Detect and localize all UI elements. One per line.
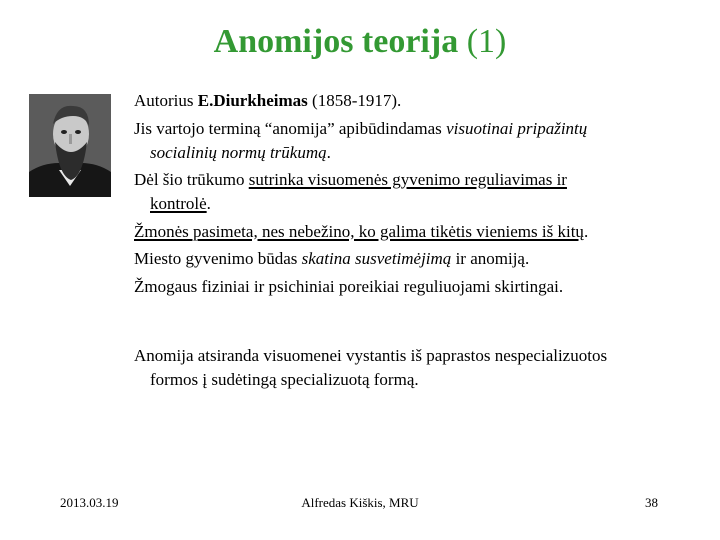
- paragraph-spacer: [134, 302, 706, 344]
- text-segment: Autorius: [134, 91, 198, 110]
- underlined-segment: kontrolė: [150, 194, 207, 213]
- text-segment: .: [206, 194, 211, 213]
- text-segment: Anomija atsiranda visuomenei vystantis iš paprastos nespecializuotos: [134, 346, 608, 365]
- page-number: 38: [645, 495, 658, 510]
- slide-title: [0, 20, 720, 64]
- bullet-regulation: [134, 168, 706, 216]
- underlined-segment: Žmonės pasimeta, nes nebežino, ko galima tikėtis vieniems iš kitų: [134, 221, 584, 241]
- footer-author: Alfredas Kiškis, MRU: [301, 495, 419, 510]
- slide-body: [134, 89, 706, 396]
- bullet-anomija-origin: [134, 344, 706, 392]
- text-segment: Jis vartojo terminą “anomija” apibūdindamas: [134, 118, 447, 138]
- text-segment: Žmogaus fiziniai ir psichiniai poreikiai reguliuojami skirtingai.: [134, 276, 564, 296]
- author-name: E.Diurkheimas: [197, 91, 308, 110]
- bullet-city-life: [134, 247, 706, 271]
- text-segment: Dėl šio trūkumo: [134, 170, 249, 189]
- underlined-segment: sutrinka visuomenės gyvenimo reguliavimas ir: [248, 170, 567, 189]
- slide-title-main: Anomijos teorija: [213, 23, 459, 60]
- text-segment: .: [583, 221, 589, 241]
- italic-segment: socialinių normų trūkumą: [150, 142, 327, 162]
- text-segment: Miesto gyvenimo būdas: [134, 249, 302, 268]
- text-segment: ir anomiją.: [451, 249, 530, 268]
- italic-segment: skatina susvetimėjimą: [301, 249, 452, 268]
- slide-title-suffix: (1): [458, 23, 507, 60]
- text-segment: formos į sudėtingą specializuotą formą.: [150, 370, 419, 389]
- bullet-people-lost: [134, 220, 706, 244]
- italic-segment: visuotinai pripažintų: [446, 118, 588, 138]
- text-segment: (1858-1917).: [307, 91, 402, 110]
- footer-date: 2013.03.19: [60, 495, 119, 510]
- bullet-anomija-term: [134, 117, 706, 165]
- bullet-author: [134, 89, 706, 113]
- text-segment: .: [326, 142, 331, 162]
- durkheim-portrait: [29, 94, 111, 197]
- bullet-needs: [134, 275, 706, 299]
